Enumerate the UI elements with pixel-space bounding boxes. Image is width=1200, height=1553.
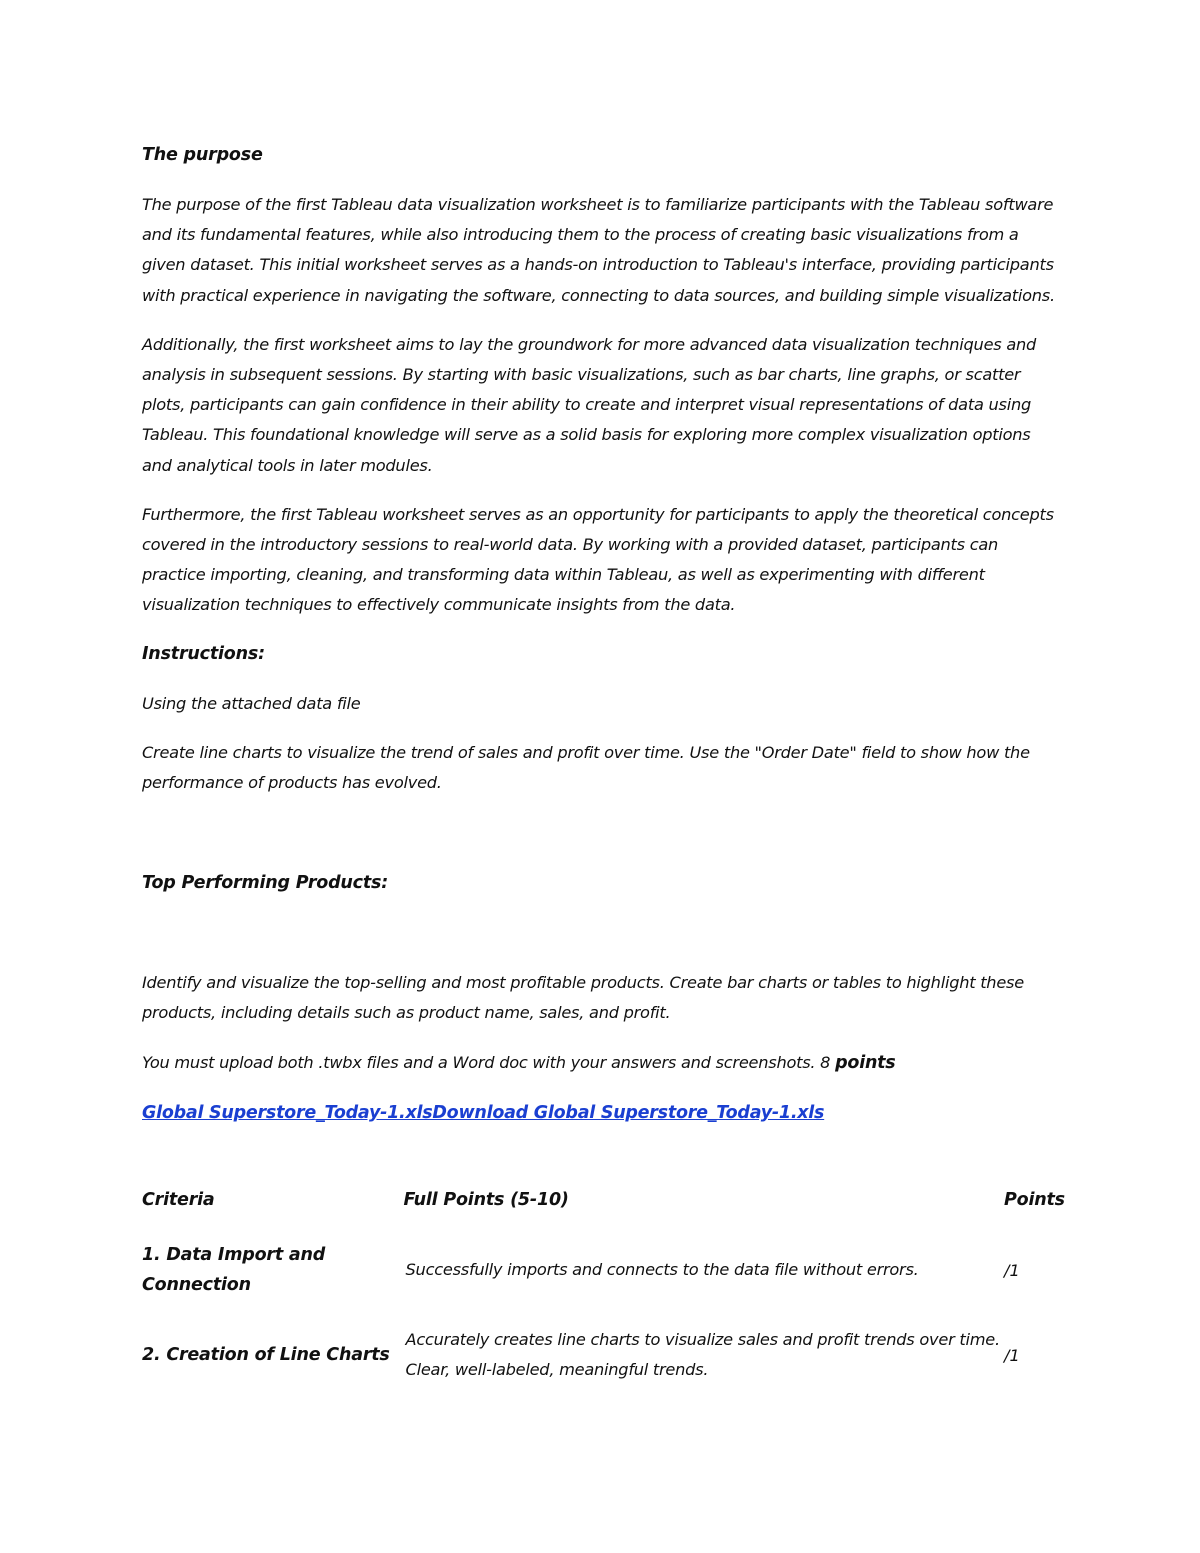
rubric-row <box>142 1220 1072 1320</box>
rubric-row <box>142 1320 1072 1390</box>
criteria-column-header: Criteria <box>142 1190 215 1210</box>
purpose-paragraph-2: Additionally, the first worksheet aims to lay the groundwork for more advanced data visualization techniques and analysis in subsequent sessions. By starting with basic visualizations, such as bar charts, line graphs, or scatter plots, participants can gain confidence in their ability to create and interpret visual representations of data using Tableau. This foundational knowledge will serve as a solid basis for exploring more complex visualization options and analytical tools in later modules. <box>142 334 1037 475</box>
rubric-description-cell: Successfully imports and connects to the data file without errors. <box>405 1260 919 1279</box>
rubric-criteria-cell: 1. Data Import and Connection <box>142 1245 326 1295</box>
rubric-points-cell: /1 <box>1004 1260 1020 1280</box>
top-products-description: Identify and visualize the top-selling and most profitable products. Create bar charts or tables to highlight these products, including details such as product name, sales, and profit. <box>142 973 1024 1023</box>
upload-text: You must upload both .twbx files and a Word doc with your answers and screenshots. 8 <box>142 1052 831 1072</box>
rubric-description-cell: Accurately creates line charts to visualize sales and profit trends over time. Clear, well-labeled, meaningful trends. <box>405 1330 1000 1379</box>
document-body <box>142 140 1062 1128</box>
download-data-file-link[interactable]: Global Superstore_Today-1.xlsDownload Global Superstore_Today-1.xls <box>142 1102 825 1123</box>
instructions-heading: Instructions: <box>142 643 265 664</box>
rubric-criteria-cell: 2. Creation of Line Charts <box>142 1345 390 1365</box>
purpose-paragraph-3: Furthermore, the first Tableau worksheet serves as an opportunity for participants to apply the theoretical concepts covered in the introductory sessions to real-world data. By working with a provided dataset, participants can practice importing, cleaning, and transforming data within Tableau, as well as experimenting with different visualization techniques to effectively communicate insights from the data. <box>142 504 1054 615</box>
rubric-header-row <box>142 1180 1072 1220</box>
full-points-column-header: Full Points (5-10) <box>403 1190 569 1210</box>
upload-points-label: points <box>835 1052 896 1073</box>
rubric-points-cell: /1 <box>1004 1345 1020 1365</box>
instructions-line-2: Create line charts to visualize the trend of sales and profit over time. Use the "Order Date" field to show how the performance of products has evolved. <box>142 742 1030 793</box>
rubric-table <box>142 1180 1072 1390</box>
instructions-line-1: Using the attached data file <box>142 693 361 713</box>
purpose-heading: The purpose <box>142 145 263 165</box>
points-column-header: Points <box>1004 1190 1065 1210</box>
upload-instructions <box>142 1048 1062 1078</box>
purpose-paragraph-1: The purpose of the first Tableau data visualization worksheet is to familiarize participants with the Tableau software and its fundamental features, while also introducing them to the process of creating basic visualizations from a given dataset. This initial worksheet serves as a hands-on introduction to Tableau's interface, providing participants with practical experience in navigating the software, connecting to data sources, and building simple visualizations. <box>142 195 1055 305</box>
download-link-line <box>142 1098 1062 1128</box>
top-products-heading: Top Performing Products: <box>142 873 389 894</box>
